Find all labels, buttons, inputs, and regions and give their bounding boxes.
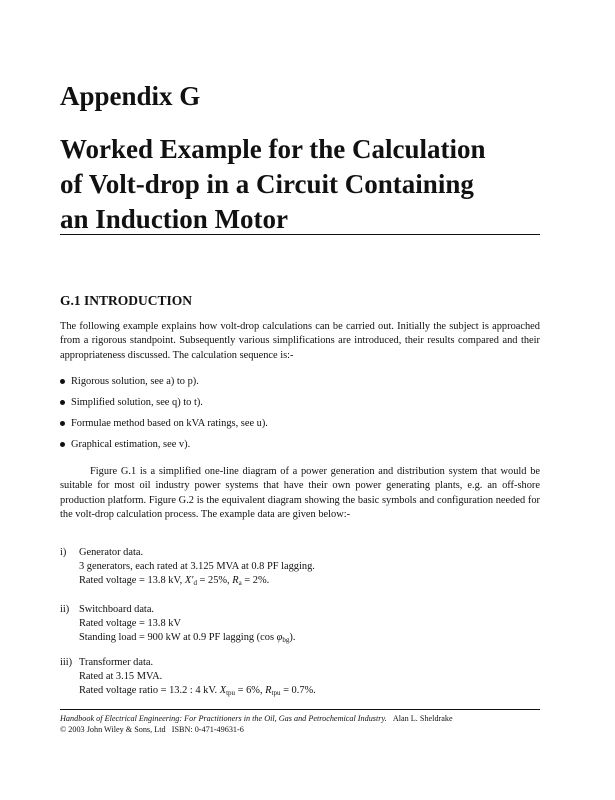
copyright: © 2003 John Wiley & Sons, Ltd: [60, 725, 166, 734]
switchboard-voltage: Rated voltage = 13.8 kV: [79, 618, 181, 630]
chapter-title-line-3: an Induction Motor: [60, 204, 289, 234]
appendix-label: Appendix G: [60, 81, 201, 111]
intro-paragraph: The following example explains how volt-drop calculations can be carried out. Initially the subject is approached from a rigorous standpoint. Subsequently various simplifications are introduced, their results compared and their appropriateness discussed. The calculation sequence is:-: [60, 321, 540, 361]
bullet-icon: [60, 421, 65, 426]
list-item: Simplified solution, see q) to t).: [60, 396, 540, 417]
item-number: ii): [60, 604, 70, 615]
item-number: iii): [60, 657, 73, 668]
list-item: Formulae method based on kVA ratings, see u).: [60, 417, 540, 438]
generator-voltage: Rated voltage = 13.8 kV, $X'_d = 25\%$, $R_a = 2\%$.: [79, 575, 270, 588]
item-title: Generator data.: [79, 547, 144, 558]
item-title: Switchboard data.: [79, 604, 155, 615]
footer-rule: [60, 709, 540, 710]
figure-paragraph: Figure G.1 is a simplified one-line diagram of a power generation and distribution system that would be suitable for most oil industry power systems that have their own power generating plants, e.g. an off-shore production platform. Figure G.2 is the equivalent diagram showing the basic symbols and configuration needed for the volt-drop calculation process. The example data are given below:-: [60, 466, 540, 521]
bullet-icon: [60, 442, 65, 447]
bullet-icon: [60, 379, 65, 384]
chapter-title-line-1: Worked Example for the Calculation: [60, 134, 486, 164]
list-item: Graphical estimation, see v).: [60, 438, 540, 459]
item-number: i): [60, 547, 67, 558]
generator-data: [60, 546, 540, 589]
item-title: Transformer data.: [79, 657, 154, 668]
generator-rating: 3 generators, each rated at 3.125 MVA at 0.8 PF lagging.: [79, 561, 315, 573]
chapter-title: [60, 132, 550, 237]
transformer-rating: Rated at 3.15 MVA.: [79, 671, 163, 683]
bullet-icon: [60, 400, 65, 405]
section-heading: G.1 INTRODUCTION: [60, 293, 193, 308]
transformer-voltage-ratio: Rated voltage ratio = 13.2 : 4 kV. $X_{tpu} = 6\%$, $R_{tpu} = 0.7\%$.: [79, 685, 316, 698]
page-footer: [60, 713, 540, 735]
standing-load: Standing load = 900 kW at 0.9 PF lagging (cos $\varphi_{bg}$).: [79, 632, 296, 645]
switchboard-data: [60, 603, 540, 646]
chapter-title-line-2: of Volt-drop in a Circuit Containing: [60, 169, 474, 199]
author: Alan L. Sheldrake: [392, 714, 453, 723]
isbn: ISBN: 0-471-49631-6: [171, 725, 244, 734]
calculation-sequence-list: [60, 375, 540, 459]
list-item: Rigorous solution, see a) to p).: [60, 375, 540, 396]
handbook-title: Handbook of Electrical Engineering: For Practitioners in the Oil, Gas and Petrochemical Industry.: [60, 714, 387, 723]
title-rule: [60, 234, 540, 235]
transformer-data: [60, 656, 540, 699]
